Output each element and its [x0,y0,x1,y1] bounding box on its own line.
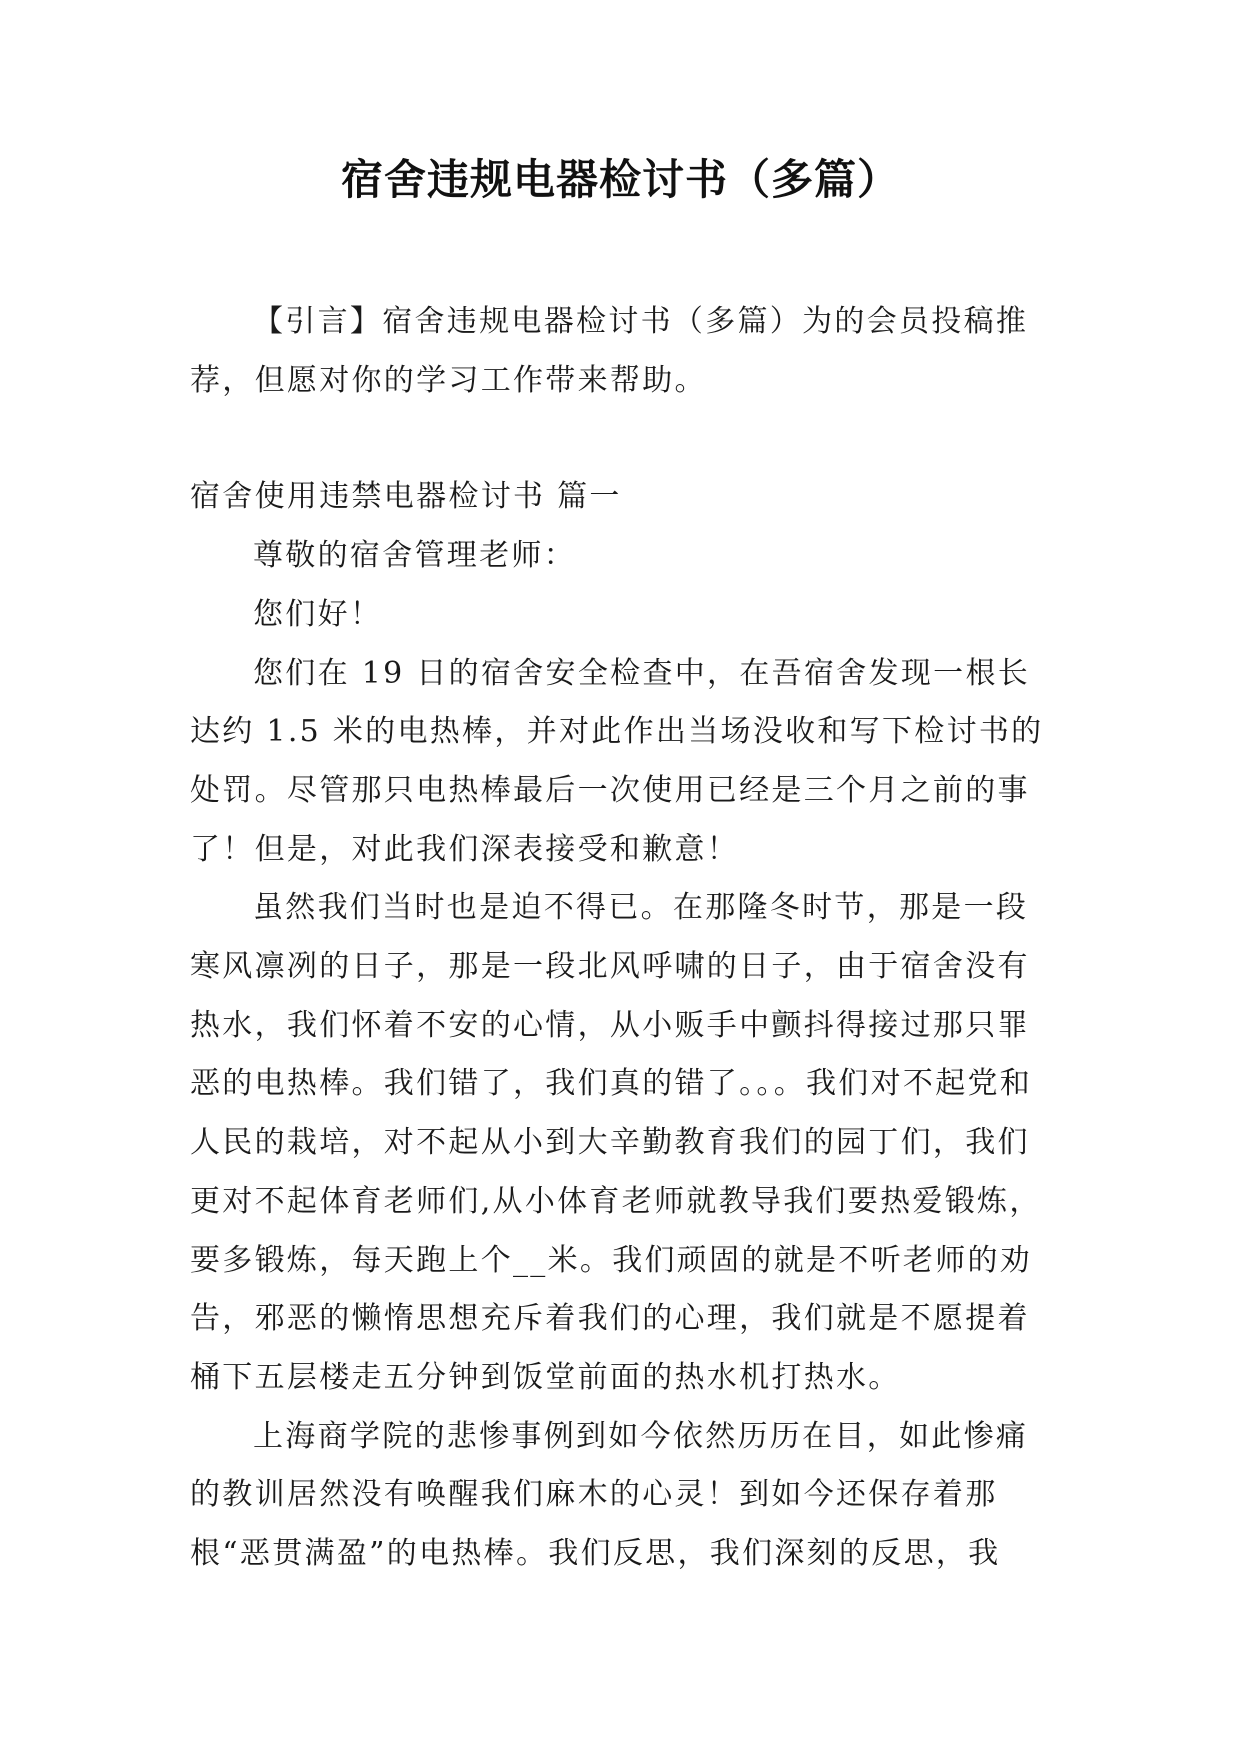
paragraph-line: 告，邪恶的懒惰思想充斥着我们的心理，我们就是不愿提着 [190,1301,1030,1337]
paragraph-line: 的教训居然没有唤醒我们麻木的心灵！到如今还保存着那 [190,1477,998,1513]
paragraph-line: 您们在 19 日的宿舍安全检查中，在吾宿舍发现一根长 [253,655,1031,691]
body-paragraph-1 [190,645,1052,880]
paragraph-line: 处罚。尽管那只电热棒最后一次使用已经是三个月之前的事 [190,772,1030,808]
greeting: 您们好！ [253,596,383,632]
paragraph-line: 要多锻炼，每天跑上个__米。我们顽固的就是不听老师的劝 [190,1242,1033,1278]
intro-paragraph [190,293,1052,410]
paragraph-line: 桶下五层楼走五分钟到饭堂前面的热水机打热水。 [190,1359,901,1395]
paragraph-line: 达约 1.5 米的电热棒，并对此作出当场没收和写下检讨书的 [190,714,1044,750]
document-title: 宿舍违规电器检讨书（多篇） [340,155,900,204]
paragraph-line: 虽然我们当时也是迫不得已。在那隆冬时节，那是一段 [253,890,1029,926]
intro-line: 【引言】宿舍违规电器检讨书（多篇）为的会员投稿推 [253,304,1029,339]
body-paragraph-2 [190,879,1052,1407]
section-heading: 宿舍使用违禁电器检讨书 篇一 [190,479,622,515]
paragraph-line: 热水，我们怀着不安的心情，从小贩手中颤抖得接过那只罪 [190,1007,1030,1043]
paragraph-line: 上海商学院的悲惨事例到如今依然历历在目，如此惨痛 [253,1418,1029,1454]
paragraph-line: 寒风凛冽的日子，那是一段北风呼啸的日子，由于宿舍没有 [190,949,1030,985]
salutation: 尊敬的宿舍管理老师： [253,538,576,574]
paragraph-line: 了！但是，对此我们深表接受和歉意！ [190,831,740,867]
body-paragraph-3 [190,1408,1052,1584]
paragraph-line: 恶的电热棒。我们错了，我们真的错了。。。我们对不起党和 [190,1066,1033,1102]
paragraph-line: 更对不起体育老师们,从小体育老师就教导我们要热爱锻炼， [190,1183,1042,1219]
paragraph-line: 人民的栽培，对不起从小到大辛勤教育我们的园丁们，我们 [190,1125,1030,1161]
intro-line: 荐，但愿对你的学习工作带来帮助。 [190,362,707,398]
paragraph-line: 根“恶贯满盈”的电热棒。我们反思，我们深刻的反思，我 [190,1536,1001,1572]
document-body [190,293,1052,1584]
